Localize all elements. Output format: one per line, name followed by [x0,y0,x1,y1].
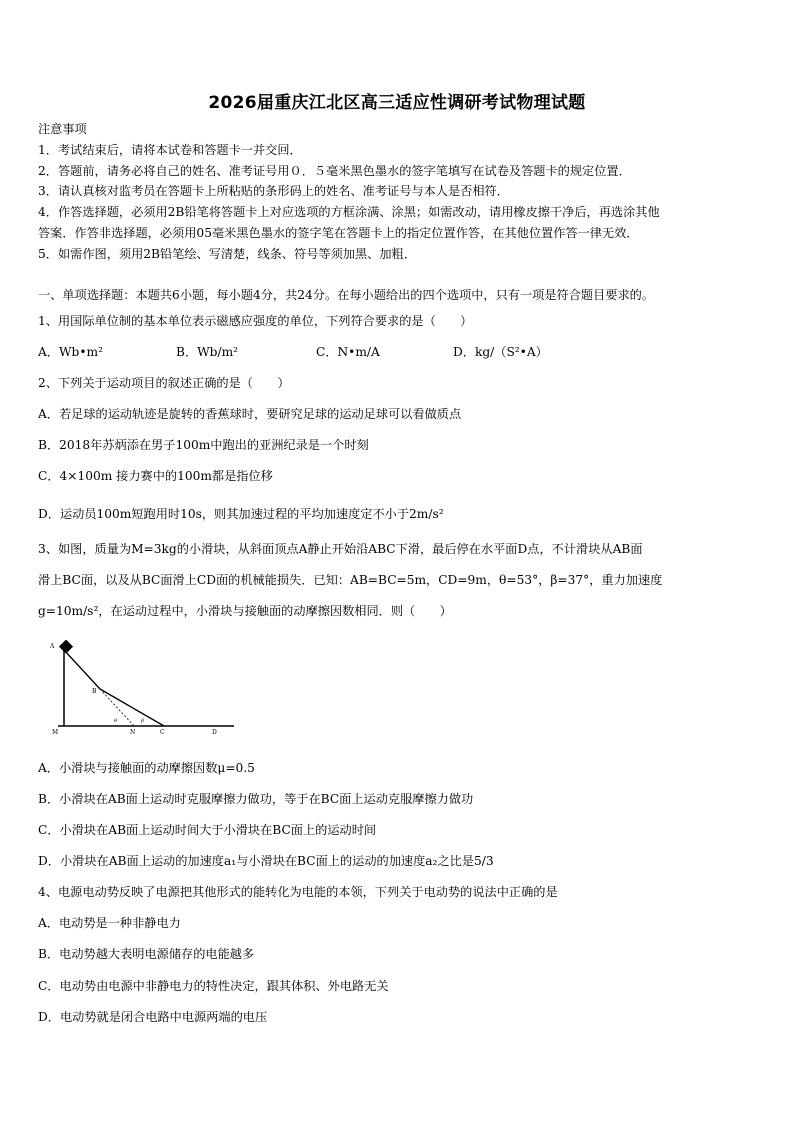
q2-option-c: C．4×100m 接力赛中的100m都是指位移 [38,469,273,483]
label-c: C [160,729,165,736]
q1-option-c: C．N•m/A [316,345,380,359]
notice-item: 5．如需作图，须用2B铅笔绘、写清楚，线条、符号等须加黑、加粗． [38,247,416,261]
q3-option-a: A．小滑块与接触面的动摩擦因数μ=0.5 [38,761,255,775]
question-3-stem: g=10m/s²，在运动过程中，小滑块与接触面的动摩擦因数相同．则（ ） [38,604,452,618]
q3-option-d: D．小滑块在AB面上运动的加速度a₁与小滑块在BC面上的运动的加速度a₂之比是5/3 [38,854,494,868]
q3-option-c: C．小滑块在AB面上运动时间大于小滑块在BC面上的运动时间 [38,823,377,837]
q2-option-b: B．2018年苏炳添在男子100m中跑出的亚洲纪录是一个时刻 [38,438,369,452]
slope-bc [100,689,164,726]
label-a: A [50,643,55,650]
q2-option-d: D．运动员100m短跑用时10s，则其加速过程的平均加速度定不小于2m/s² [38,507,444,521]
notice-item: 答案．作答非选择题，必须用05毫米黑色墨水的签字笔在答题卡上的指定位置作答，在其他位置作答一律无效． [38,226,639,240]
section-heading: 一、单项选择题：本题共6小题，每小题4分，共24分。在每小题给出的四个选项中，只有一项是符合题目要求的。 [38,288,655,302]
q1-option-b: B．Wb/m² [176,345,239,359]
q4-option-c: C．电动势由电源中非静电力的特性决定，跟其体积、外电路无关 [38,979,389,993]
notice-item: 1．考试结束后，请将本试卷和答题卡一并交回． [38,143,302,157]
notice-item: 2．答题前，请务必将自己的姓名、准考证号用０．５毫米黑色墨水的签字笔填写在试卷及答题卡的规定位置． [38,164,631,178]
notice-heading: 注意事项 [38,122,87,136]
q2-option-a: A．若足球的运动轨迹是旋转的香蕉球时，要研究足球的运动足球可以看做质点 [38,407,462,421]
slider-block [59,640,73,654]
page-title: 2026届重庆江北区高三适应性调研考试物理试题 [208,93,586,113]
question-4-stem: 4、电源电动势反映了电源把其他形式的能转化为电能的本领，下列关于电动势的说法中正确的是 [38,885,558,899]
q4-option-d: D．电动势就是闭合电路中电源两端的电压 [38,1010,268,1024]
incline-diagram [44,640,244,740]
slope-ab [64,650,100,689]
label-beta: β [141,718,144,724]
q4-option-b: B．电动势越大表明电源储存的电能越多 [38,947,255,961]
label-theta: θ [114,718,118,724]
label-n: N [130,729,136,736]
notice-item: 4．作答选择题，必须用2B铅笔将答题卡上对应选项的方框涂满、涂黑；如需改动，请用橡皮擦干净后，再选涂其他 [38,205,660,219]
label-m: M [52,729,59,736]
q1-option-a: A．Wb•m² [38,345,103,359]
question-1-stem: 1、用国际单位制的基本单位表示磁感应强度的单位，下列符合要求的是（ ） [38,314,473,328]
q4-option-a: A．电动势是一种非静电力 [38,916,181,930]
label-b: B [92,688,97,695]
notice-item: 3．请认真核对监考员在答题卡上所粘贴的条形码上的姓名、准考证号与本人是否相符． [38,184,509,198]
label-d: D [212,729,217,736]
question-3-stem: 3、如图，质量为M=3kg的小滑块，从斜面顶点A静止开始沿ABC下滑，最后停在水平面D点，不计滑块从AB面 [38,542,643,556]
question-3-stem: 滑上BC面，以及从BC面滑上CD面的机械能损失．已知：AB=BC=5m，CD=9m，θ=53°，β=37°，重力加速度 [38,573,663,587]
q1-option-d: D．kg/（S²•A） [453,345,548,359]
question-2-stem: 2、下列关于运动项目的叙述正确的是（ ） [38,376,290,390]
q3-option-b: B．小滑块在AB面上运动时克服摩擦力做功，等于在BC面上运动克服摩擦力做功 [38,792,474,806]
